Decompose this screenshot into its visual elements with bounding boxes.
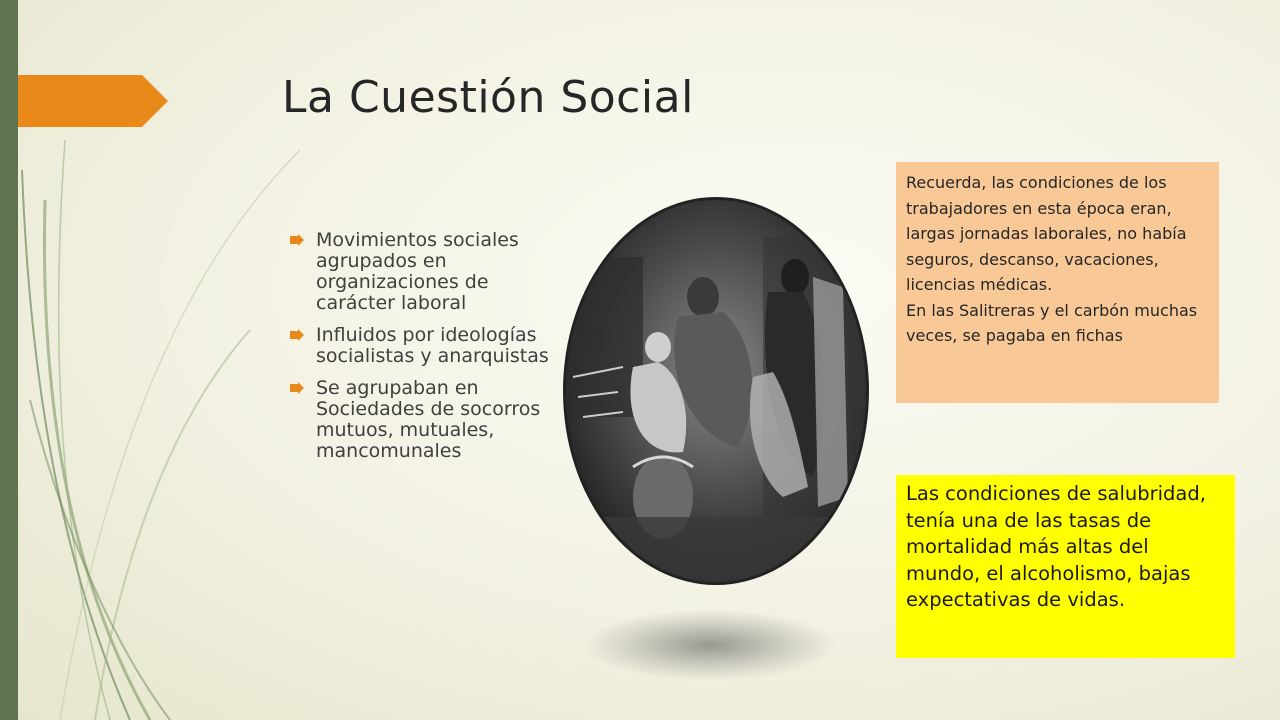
arrow-bullet-icon [290, 382, 304, 394]
note-paragraph: Recuerda, las condiciones de los trabajadores en esta época eran, largas jornadas laborales, no había seguros, descanso, vacaciones, licencias médicas. [906, 173, 1187, 294]
note-paragraph: En las Salitreras y el carbón muchas veces, se pagaba en fichas [906, 300, 1198, 345]
note-health-conditions: Las condiciones de salubridad, tenía una de las tasas de mortalidad más altas del mundo, el alcoholismo, bajas expectativas de vidas. [896, 475, 1235, 658]
bullet-text: Movimientos sociales agrupados en organizaciones de carácter laboral [316, 229, 519, 314]
note-working-conditions [896, 162, 1219, 403]
title-arrow-shape [18, 75, 168, 127]
arrow-bullet-icon [290, 329, 304, 341]
bullet-item [290, 325, 560, 367]
bullet-text: Influidos por ideologías socialistas y anarquistas [316, 324, 549, 367]
slide-title: La Cuestión Social [282, 72, 694, 123]
bullet-item [290, 378, 560, 462]
bullet-item [290, 230, 560, 314]
historical-photo [563, 197, 869, 585]
arrow-bullet-icon [290, 234, 304, 246]
bullet-text: Se agrupaban en Sociedades de socorros mutuos, mutuales, mancomunales [316, 377, 541, 462]
bullet-list [290, 230, 560, 473]
photo-shadow [585, 610, 835, 680]
